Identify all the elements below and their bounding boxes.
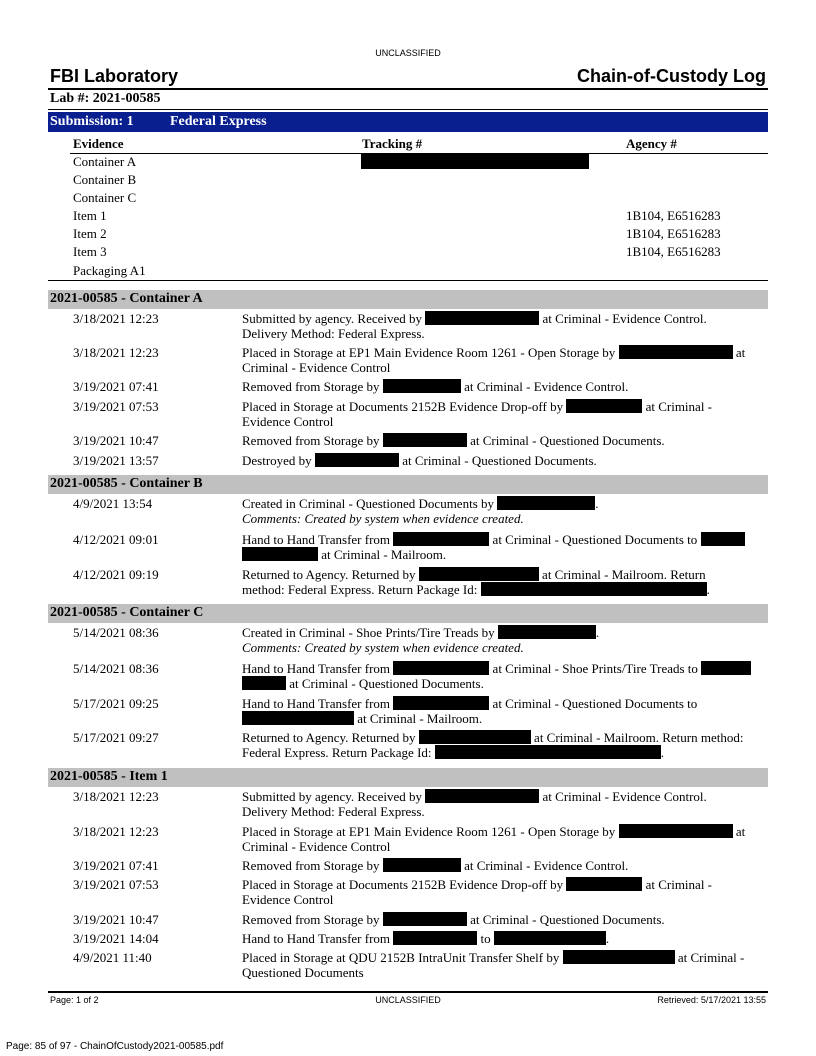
redaction-block	[393, 696, 489, 710]
entry-timestamp: 4/12/2021 09:01	[73, 532, 159, 547]
entry-timestamp: 5/17/2021 09:25	[73, 696, 159, 711]
redaction-block	[242, 547, 318, 561]
entry-text: .	[605, 931, 610, 946]
entry-text: at Criminal - Questioned Documents.	[470, 912, 665, 927]
table-row: Container C	[73, 190, 137, 205]
entry-text: Placed in Storage at QDU 2152B IntraUnit Transfer Shelf by	[242, 950, 560, 965]
section-header	[48, 290, 768, 309]
entry-timestamp: 4/9/2021 13:54	[73, 496, 153, 511]
entry-timestamp: 3/19/2021 13:57	[73, 453, 159, 468]
agency-number: 1B104, E6516283	[626, 244, 721, 259]
section-header	[48, 604, 768, 623]
entry-timestamp: 5/14/2021 08:36	[73, 661, 159, 676]
entry-text: at Criminal - Questioned Documents to	[492, 532, 698, 547]
section-title: 2021-00585 - Container C	[50, 605, 204, 620]
entry-text: Placed in Storage at Documents 2152B Evidence Drop-off by	[242, 399, 564, 414]
entry-text: Evidence Control	[242, 892, 334, 907]
entry-text: to	[480, 931, 491, 946]
entry-text: Delivery Method: Federal Express.	[242, 804, 425, 819]
entry-text: Hand to Hand Transfer from	[242, 661, 391, 676]
redaction-block	[361, 154, 589, 169]
table-row: Item 2	[73, 226, 107, 241]
footer-classification: UNCLASSIFIED	[375, 995, 441, 1005]
entry-text: at Criminal -	[645, 399, 713, 414]
entry-timestamp: 4/9/2021 11:40	[73, 950, 152, 965]
entry-description	[242, 496, 766, 526]
entry-timestamp: 3/18/2021 12:23	[73, 789, 159, 804]
entry-text: at Criminal - Evidence Control.	[464, 858, 629, 873]
entry-text: at Criminal -	[677, 950, 745, 965]
entry-text: Placed in Storage at EP1 Main Evidence Room 1261 - Open Storage by	[242, 345, 616, 360]
entry-timestamp: 5/17/2021 09:27	[73, 730, 159, 745]
entry-description	[242, 311, 766, 341]
redaction-block	[425, 789, 539, 803]
entry-text: Delivery Method: Federal Express.	[242, 326, 425, 341]
entry-description	[242, 661, 766, 691]
entry-text: Hand to Hand Transfer from	[242, 532, 391, 547]
submission-bar	[48, 112, 768, 132]
section-header	[48, 768, 768, 787]
table-row: Container B	[73, 172, 137, 187]
redaction-block	[393, 931, 477, 945]
entry-text: .	[595, 496, 599, 511]
entry-timestamp: 3/19/2021 07:53	[73, 399, 159, 414]
redaction-block	[481, 582, 707, 596]
entry-text: at Criminal - Evidence Control.	[464, 379, 629, 394]
entry-text: Removed from Storage by	[242, 379, 380, 394]
entry-description	[242, 567, 766, 597]
entry-text: Evidence Control	[242, 414, 334, 429]
entry-timestamp: 3/19/2021 07:53	[73, 877, 159, 892]
col-evidence: Evidence	[73, 136, 124, 151]
entry-description	[242, 950, 766, 980]
header-rule	[48, 88, 768, 90]
entry-description	[242, 730, 766, 760]
entry-comment: Comments: Created by system when evidence created.	[242, 640, 524, 655]
entry-text: Submitted by agency. Received by	[242, 311, 423, 326]
entry-text: at Criminal - Questioned Documents.	[470, 433, 665, 448]
entry-text: Placed in Storage at EP1 Main Evidence Room 1261 - Open Storage by	[242, 824, 616, 839]
entry-timestamp: 3/19/2021 10:47	[73, 433, 159, 448]
entry-timestamp: 3/19/2021 07:41	[73, 379, 159, 394]
entry-timestamp: 3/18/2021 12:23	[73, 311, 159, 326]
entry-timestamp: 3/18/2021 12:23	[73, 824, 159, 839]
entry-timestamp: 3/18/2021 12:23	[73, 345, 159, 360]
table-row: Packaging A1	[73, 263, 146, 278]
entry-text: Removed from Storage by	[242, 858, 380, 873]
entry-description	[242, 877, 766, 907]
section-title: 2021-00585 - Container A	[50, 291, 203, 306]
entry-text: Created in Criminal - Shoe Prints/Tire Treads by	[242, 625, 495, 640]
redaction-block	[619, 824, 733, 838]
submission-carrier: Federal Express	[170, 114, 267, 129]
entry-text: at Criminal - Questioned Documents to	[492, 696, 698, 711]
entry-timestamp: 3/19/2021 10:47	[73, 912, 159, 927]
entry-text: at Criminal - Questioned Documents.	[289, 676, 484, 691]
entry-description	[242, 931, 766, 946]
entry-text: Criminal - Evidence Control	[242, 839, 391, 854]
lab-number: Lab #: 2021-00585	[50, 91, 161, 106]
redaction-block	[619, 345, 733, 359]
redaction-block	[566, 877, 642, 891]
retrieved-date: Retrieved: 5/17/2021 13:55	[657, 995, 766, 1005]
entry-text: Criminal - Evidence Control	[242, 360, 391, 375]
redaction-block	[242, 676, 286, 690]
section-header	[48, 475, 768, 494]
lab-title: FBI Laboratory	[50, 66, 179, 86]
table-row: Item 1	[73, 208, 107, 223]
section-title: 2021-00585 - Item 1	[50, 769, 168, 784]
footer-rule	[48, 991, 768, 993]
entry-text: Returned to Agency. Returned by	[242, 730, 416, 745]
page-number: Page: 1 of 2	[50, 995, 99, 1005]
log-title: Chain-of-Custody Log	[577, 66, 766, 86]
entry-description	[242, 345, 766, 375]
entry-text: Removed from Storage by	[242, 912, 380, 927]
entry-description	[242, 912, 766, 927]
entry-text: at Criminal - Mailroom. Return method:	[534, 730, 744, 745]
entry-description	[242, 379, 766, 394]
entry-description	[242, 696, 766, 726]
redaction-block	[701, 532, 745, 546]
entry-text: Returned to Agency. Returned by	[242, 567, 416, 582]
redaction-block	[383, 912, 467, 926]
redaction-block	[383, 379, 461, 393]
entry-comment: Comments: Created by system when evidence created.	[242, 511, 524, 526]
entry-text: at Criminal - Evidence Control.	[542, 789, 707, 804]
entry-text: Federal Express. Return Package Id:	[242, 745, 432, 760]
redaction-block	[566, 399, 642, 413]
entry-text: method: Federal Express. Return Package Id:	[242, 582, 478, 597]
entry-description	[242, 824, 766, 854]
redaction-block	[435, 745, 661, 759]
entry-text: at	[735, 824, 746, 839]
redaction-block	[563, 950, 675, 964]
entry-text: Submitted by agency. Received by	[242, 789, 423, 804]
entry-description	[242, 789, 766, 819]
entry-text: at Criminal - Mailroom.	[321, 547, 447, 562]
top-classification: UNCLASSIFIED	[375, 48, 441, 58]
col-tracking: Tracking #	[362, 136, 423, 151]
agency-number: 1B104, E6516283	[626, 226, 721, 241]
entry-text: at Criminal - Evidence Control.	[542, 311, 707, 326]
entry-text: Questioned Documents	[242, 965, 364, 980]
entry-text: Hand to Hand Transfer from	[242, 696, 391, 711]
entry-text: Hand to Hand Transfer from	[242, 931, 391, 946]
agency-number: 1B104, E6516283	[626, 208, 721, 223]
redaction-block	[498, 625, 596, 639]
entry-timestamp: 5/14/2021 08:36	[73, 625, 159, 640]
submission-label: Submission: 1	[50, 114, 134, 129]
entry-description	[242, 433, 766, 448]
entry-text: at Criminal -	[645, 877, 713, 892]
redaction-block	[315, 453, 399, 467]
redaction-block	[383, 433, 467, 447]
table-row: Item 3	[73, 244, 107, 259]
entry-text: .	[595, 625, 600, 640]
redaction-block	[383, 858, 461, 872]
entry-description	[242, 453, 766, 468]
entry-description	[242, 625, 766, 655]
redaction-block	[393, 532, 489, 546]
entry-timestamp: 3/19/2021 07:41	[73, 858, 159, 873]
entry-text: at Criminal - Mailroom. Return	[542, 567, 706, 582]
entry-text: Removed from Storage by	[242, 433, 380, 448]
redaction-block	[242, 711, 354, 725]
entry-timestamp: 4/12/2021 09:19	[73, 567, 159, 582]
entry-description	[242, 858, 766, 873]
entry-text: Placed in Storage at Documents 2152B Evidence Drop-off by	[242, 877, 564, 892]
redaction-block	[701, 661, 751, 675]
redaction-block	[419, 730, 531, 744]
labnum-rule	[48, 109, 768, 110]
entry-text: Created in Criminal - Questioned Documents by	[242, 496, 495, 511]
redaction-block	[393, 661, 489, 675]
entry-text: at Criminal - Shoe Prints/Tire Treads to	[492, 661, 698, 676]
entry-description	[242, 399, 766, 429]
entry-text: .	[660, 745, 665, 760]
entry-description	[242, 532, 766, 562]
entry-text: .	[706, 582, 710, 597]
redaction-block	[419, 567, 539, 581]
section-title: 2021-00585 - Container B	[50, 476, 203, 491]
entry-text: at	[735, 345, 746, 360]
redaction-block	[497, 496, 595, 510]
entry-text: at Criminal - Mailroom.	[357, 711, 483, 726]
pdf-page-footer: Page: 85 of 97 - ChainOfCustody2021-00585.pdf	[6, 1041, 224, 1052]
entry-timestamp: 3/19/2021 14:04	[73, 931, 159, 946]
entry-text: Destroyed by	[242, 453, 312, 468]
redaction-block	[494, 931, 606, 945]
col-agency: Agency #	[626, 136, 677, 151]
entry-text: at Criminal - Questioned Documents.	[402, 453, 597, 468]
table-row: Container A	[73, 154, 137, 169]
redaction-block	[425, 311, 539, 325]
table-bottom-rule	[48, 280, 768, 281]
